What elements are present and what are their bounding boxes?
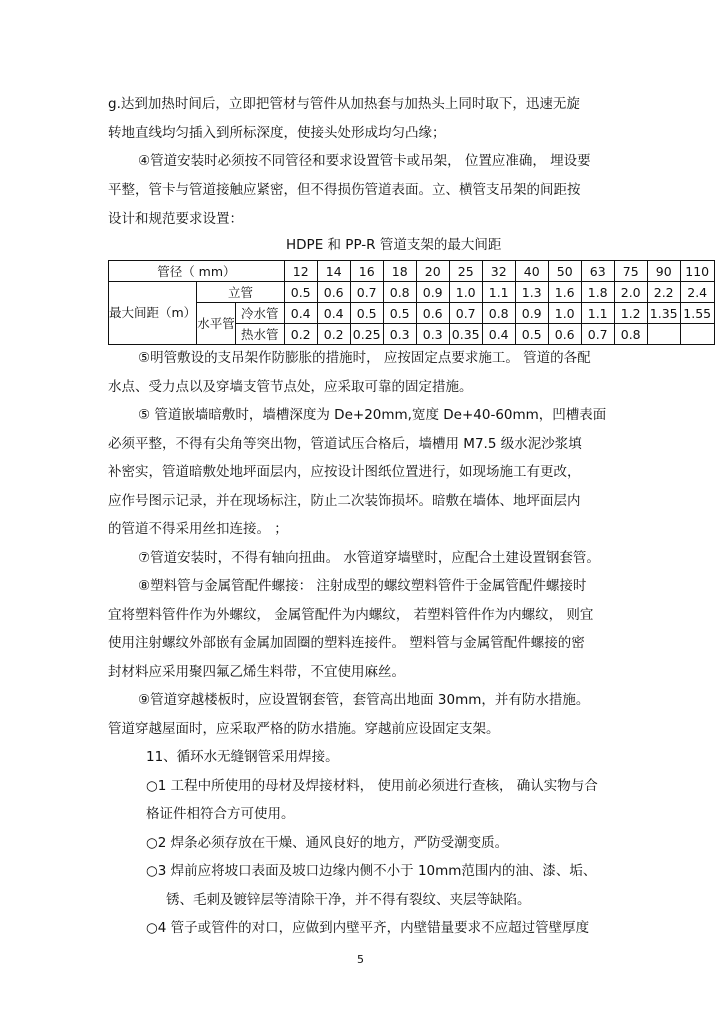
diameter-cell: 40: [515, 261, 548, 282]
value-cell: 0.7: [449, 303, 482, 324]
diameter-cell: 50: [548, 261, 581, 282]
value-cell: 0.35: [449, 324, 482, 345]
diameter-cell: 75: [614, 261, 647, 282]
value-cell: 0.3: [383, 324, 416, 345]
paragraph-line: 转地直线均匀插入到所标深度，使接头处形成均匀凸缘；: [108, 125, 446, 141]
paragraph-line: 平整，管卡与管道接触应紧密，但不得损伤管道表面。立、横管支吊架的间距按: [108, 182, 581, 198]
value-cell: 1.3: [515, 282, 548, 303]
value-cell: 2.4: [680, 282, 714, 303]
diameter-cell: 63: [581, 261, 614, 282]
value-cell: 1.35: [647, 303, 680, 324]
value-cell: 1.2: [614, 303, 647, 324]
value-cell: 0.2: [317, 324, 350, 345]
paragraph-line: 的管道不得采用丝扣连接。 ；: [108, 521, 288, 537]
value-cell: 1.1: [581, 303, 614, 324]
paragraph-line: 水点、受力点以及穿墙支管节点处，应采取可靠的固定措施。: [108, 379, 473, 395]
paragraph-line: 必须平整，不得有尖角等突出物，管道试压合格后，墙槽用 M7.5 级水泥沙浆填: [108, 436, 582, 452]
paragraph-line: ⑤ 管道嵌墙暗敷时，墙槽深度为 De+20mm,宽度 De+40-60mm，凹槽表面: [138, 407, 607, 423]
value-cell: 0.8: [614, 324, 647, 345]
value-cell: 2.2: [647, 282, 680, 303]
paragraph-line: 设计和规范要求设置：: [108, 211, 243, 227]
paragraph-line: 封材料应采用聚四氟乙烯生料带，不宜使用麻丝。: [108, 664, 405, 680]
horizontal-label: 水平管: [197, 303, 236, 345]
value-cell: 2.0: [614, 282, 647, 303]
table-row: [109, 303, 715, 324]
diameter-cell: 20: [416, 261, 449, 282]
value-cell: 1.1: [482, 282, 515, 303]
paragraph-line: 补密实，管道暗敷处地坪面层内，应按设计图纸位置进行，如现场施工有更改，: [108, 464, 581, 480]
diameter-cell: 32: [482, 261, 515, 282]
value-cell: 0.5: [350, 303, 383, 324]
section-heading: 11、循环水无缝钢管采用焊接。: [146, 749, 339, 765]
paragraph-line: ⑤明管敷设的支吊架作防膨胀的措施时， 应按固定点要求施工。 管道的各配: [138, 350, 591, 366]
paragraph-line: ⑨管道穿越楼板时，应设置钢套管，套管高出地面 30mm，并有防水措施。: [138, 692, 590, 708]
value-cell: 0.6: [548, 324, 581, 345]
value-cell: 1.55: [680, 303, 714, 324]
value-cell: 1.0: [548, 303, 581, 324]
paragraph-line: ○2 焊条必须存放在干燥、通风良好的地方，严防受潮变质。: [146, 835, 509, 851]
diameter-cell: 16: [350, 261, 383, 282]
value-cell: 0.2: [284, 324, 317, 345]
value-cell: 0.4: [482, 324, 515, 345]
paragraph-line: 管道穿越屋面时，应采取严格的防水措施。穿越前应设固定支架。: [108, 721, 500, 737]
row-group-label: 最大间距（m）: [109, 282, 197, 345]
diameter-cell: 18: [383, 261, 416, 282]
paragraph-line: g.达到加热时间后，立即把管材与管件从加热套与加热头上同时取下，迅速无旋: [108, 96, 580, 112]
value-cell: 0.4: [284, 303, 317, 324]
table-row: [109, 261, 715, 282]
page-number: 5: [357, 953, 364, 966]
paragraph-line: ⑧塑料管与金属管配件螺接： 注射成型的螺纹塑料管件于金属管配件螺接时: [138, 578, 587, 594]
vertical-label: 立管: [197, 282, 285, 303]
value-cell: 1.0: [449, 282, 482, 303]
value-cell: 0.4: [317, 303, 350, 324]
value-cell: [647, 324, 680, 345]
value-cell: 0.5: [284, 282, 317, 303]
value-cell: 0.8: [482, 303, 515, 324]
value-cell: 0.6: [416, 303, 449, 324]
value-cell: 0.7: [350, 282, 383, 303]
value-cell: 0.5: [383, 303, 416, 324]
paragraph-line: ○4 管子或管件的对口，应做到内壁平齐，内壁错量要求不应超过管壁厚度: [146, 920, 590, 936]
table-caption: HDPE 和 PP-R 管道支架的最大间距: [286, 237, 502, 253]
header-label: 管径（ mm）: [109, 261, 285, 282]
value-cell: 0.8: [383, 282, 416, 303]
paragraph-line: 应作号图示记录，并在现场标注，防止二次装饰损坏。暗敷在墙体、地坪面层内: [108, 493, 581, 509]
paragraph-line: 格证件相符合方可使用。: [146, 806, 295, 822]
diameter-cell: 12: [284, 261, 317, 282]
value-cell: 1.6: [548, 282, 581, 303]
value-cell: 0.9: [515, 303, 548, 324]
diameter-cell: 110: [680, 261, 714, 282]
paragraph-line: ④管道安装时必须按不同管径和要求设置管卡或吊架， 位置应准确， 埋设要: [138, 153, 591, 169]
pipe-support-spacing-table: [108, 260, 715, 345]
table-row: [109, 282, 715, 303]
diameter-cell: 90: [647, 261, 680, 282]
paragraph-line: 锈、毛刺及镀锌层等清除干净，并不得有裂纹、夹层等缺陷。: [166, 892, 531, 908]
value-cell: 1.8: [581, 282, 614, 303]
value-cell: 0.9: [416, 282, 449, 303]
value-cell: 0.6: [317, 282, 350, 303]
cold-label: 冷水管: [235, 303, 284, 324]
paragraph-line: ○3 焊前应将坡口表面及坡口边缘内侧不小于 10mm范围内的油、漆、垢、: [146, 863, 597, 879]
diameter-cell: 14: [317, 261, 350, 282]
value-cell: 0.3: [416, 324, 449, 345]
value-cell: [680, 324, 714, 345]
value-cell: 0.5: [515, 324, 548, 345]
value-cell: 0.7: [581, 324, 614, 345]
diameter-cell: 25: [449, 261, 482, 282]
paragraph-line: ○1 工程中所使用的母材及焊接材料， 使用前必须进行查核， 确认实物与合: [146, 778, 598, 794]
paragraph-line: 宜将塑料管件作为外螺纹， 金属管配件为内螺纹， 若塑料管件作为内螺纹， 则宜: [108, 607, 594, 623]
paragraph-line: 使用注射螺纹外部嵌有金属加固圈的塑料连接件。 塑料管与金属管配件螺接的密: [108, 635, 585, 651]
hot-label: 热水管: [235, 324, 284, 345]
value-cell: 0.25: [350, 324, 383, 345]
paragraph-line: ⑦管道安装时，不得有轴向扭曲。 水管道穿墙壁时，应配合土建设置钢套管。: [138, 550, 600, 566]
